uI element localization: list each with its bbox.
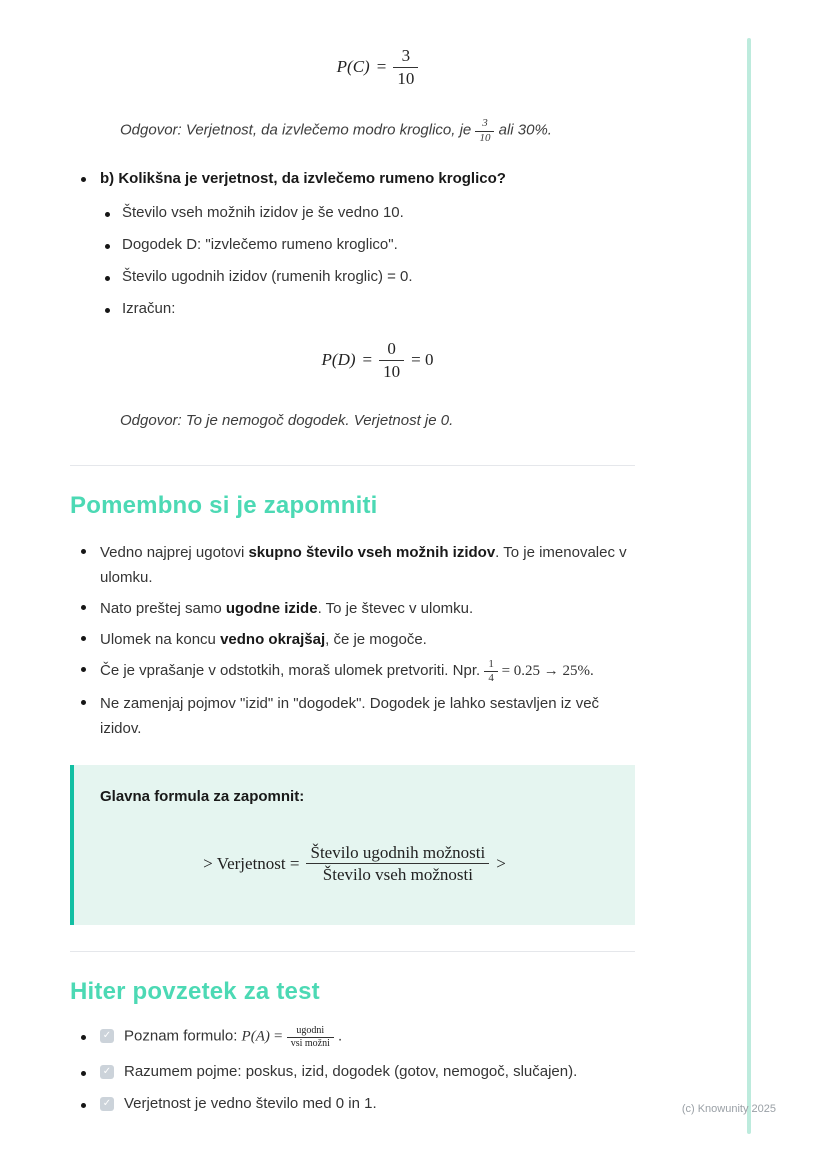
- equals-sign: =: [376, 57, 387, 77]
- fraction: $\frac{3}{10}$: [393, 46, 418, 88]
- list-item: Če je vprašanje v odstotkih, moraš ulomek pretvoriti. Npr. $\frac{1}{4}$ = 0.25 → 25%.: [70, 658, 635, 685]
- watermark: (c) Knowunity 2025: [681, 1103, 776, 1115]
- inline-fraction: $\frac{\text{ugodni}}{\text{vsi možni}}$: [287, 1026, 334, 1050]
- main-formula: [100, 841, 609, 887]
- checkbox-icon: ✓: [100, 1029, 114, 1043]
- equals-sign: =: [274, 1028, 283, 1045]
- answer-c: Odgovor: Verjetnost, da izvlečemo modro kroglico, je $\frac{3}{10}$ ali 30%.: [120, 117, 552, 144]
- scroll-indicator: [747, 38, 751, 1134]
- important-bullet-list: [70, 540, 635, 741]
- bullet-icon: [105, 276, 110, 281]
- list-item: Nato preštej samo ugodne izide. To je števec v ulomku.: [70, 596, 635, 621]
- bullet-icon: [105, 212, 110, 217]
- formula-callout: [70, 765, 635, 925]
- list-item: Število ugodnih izidov (rumenih kroglic) = 0.: [70, 267, 635, 287]
- bullet-icon: [81, 1103, 86, 1108]
- inline-fraction: $\frac{3}{10}$: [475, 118, 494, 144]
- document-content: [70, 0, 635, 1126]
- sub-bullet-list: [70, 203, 635, 319]
- equals-sign: =: [362, 350, 373, 370]
- section-divider: [70, 465, 635, 466]
- summary-check-list: [70, 1026, 635, 1114]
- math-variable: P(C): [336, 57, 370, 77]
- list-item: Izračun:: [70, 299, 635, 319]
- bullet-icon: [81, 549, 86, 554]
- bullet-icon: [81, 177, 86, 182]
- bullet-icon: [81, 636, 86, 641]
- formula-rhs: >: [496, 853, 506, 873]
- formula-pd: [120, 339, 635, 381]
- checkbox-icon: ✓: [100, 1097, 114, 1111]
- bullet-icon: [105, 308, 110, 313]
- section-heading-important: Pomembno si je zapomniti: [70, 492, 378, 520]
- question-b: b) Kolikšna je verjetnost, da izvlečemo rumeno kroglico?: [70, 168, 635, 189]
- callout-title: Glavna formula za zapomnit:: [100, 787, 305, 805]
- bullet-icon: [81, 667, 86, 672]
- checklist-item: ✓ Poznam formulo: P(A) = $\frac{\text{ugodni}}{\text{vsi možni}}$ .: [70, 1026, 635, 1050]
- fraction: $\frac{\text{Število ugodnih možnosti}}{\text{Število vseh možnosti}}$: [306, 843, 489, 885]
- math-variable: P(A): [241, 1028, 270, 1045]
- section-heading-summary: Hiter povzetek za test: [70, 977, 320, 1005]
- math-variable: P(D): [321, 350, 356, 370]
- list-item: Dogodek D: "izvlečemo rumeno kroglico".: [70, 235, 635, 255]
- formula-pc: [120, 46, 635, 88]
- fraction: $\frac{0}{10}$: [379, 339, 404, 381]
- checklist-item: ✓ Razumem pojme: poskus, izid, dogodek (gotov, nemogoč, slučajen).: [70, 1062, 635, 1082]
- list-item: Vedno najprej ugotovi skupno število vseh možnih izidov. To je imenovalec v ulomku.: [70, 540, 635, 590]
- list-item: Število vseh možnih izidov je še vedno 10.: [70, 203, 635, 223]
- answer-d: Odgovor: To je nemogoč dogodek. Verjetnost je 0.: [120, 412, 454, 430]
- section-divider: [70, 951, 635, 952]
- list-item: Ulomek na koncu vedno okrajšaj, če je mogoče.: [70, 627, 635, 652]
- list-item: Ne zamenjaj pojmov "izid" in "dogodek". Dogodek je lahko sestavljen iz več izidov.: [70, 691, 635, 741]
- bullet-icon: [81, 1071, 86, 1076]
- bullet-icon: [81, 1035, 86, 1040]
- checkbox-icon: ✓: [100, 1065, 114, 1079]
- bullet-icon: [81, 700, 86, 705]
- bullet-icon: [81, 605, 86, 610]
- inline-fraction: $\frac{1}{4}$: [484, 659, 498, 685]
- formula-result: = 0: [411, 350, 434, 370]
- bullet-icon: [105, 244, 110, 249]
- formula-lhs: > Verjetnost =: [203, 853, 300, 873]
- checklist-item: ✓ Verjetnost je vedno število med 0 in 1.: [70, 1094, 635, 1114]
